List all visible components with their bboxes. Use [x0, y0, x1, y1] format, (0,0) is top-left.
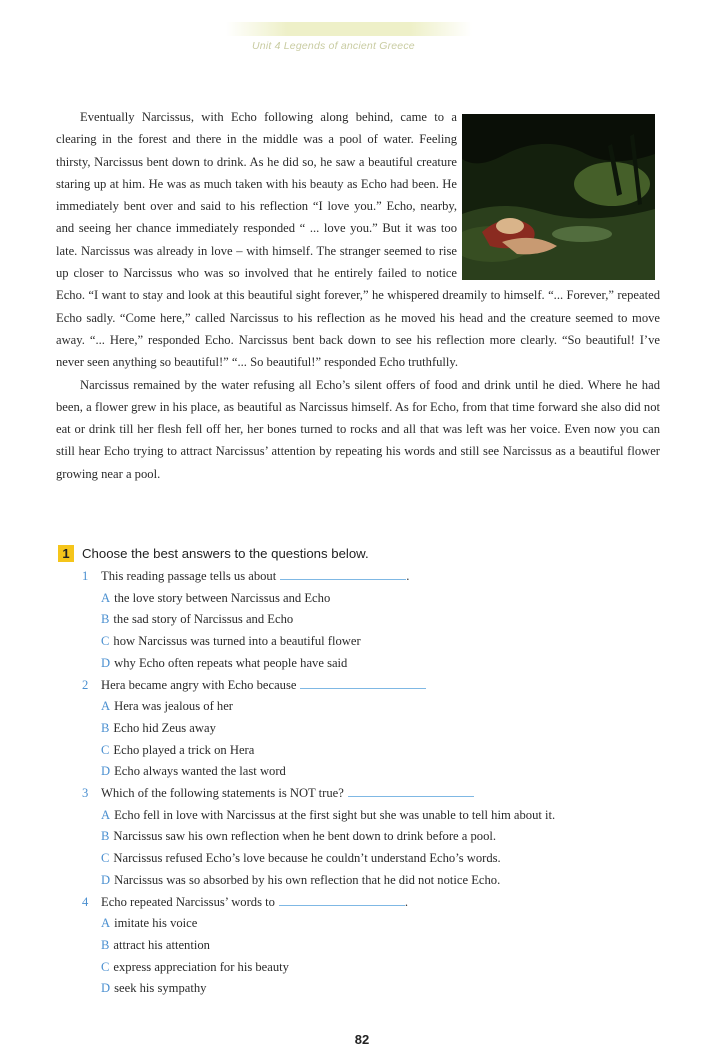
- question-number: 2: [82, 677, 89, 692]
- question-text: Which of the following statements is NOT true?: [101, 786, 344, 801]
- question-item: [58, 566, 658, 588]
- reading-passage: [56, 106, 660, 485]
- answer-option[interactable]: [58, 848, 658, 870]
- option-text: Echo hid Zeus away: [113, 720, 216, 735]
- passage-paragraph: Eventually Narcissus, with Echo following along behind, came to a clearing in the forest and there in the middle was a pool of water. Feeling thirsty, Narcissus bent down to drink. As he did so, he saw a beautiful creature staring up at him. He was as much taken with his beauty as Echo had been. He immediately bent over and said to his reflection “I love you.” Echo, nearby, and seeing her chance immediately responded “ ... love you.” But it was too late. Narcissus was already in love – with himself. The stranger seemed to rise up closer to Narcissus who was so involved that he entirely failed to notice Echo. “I want to stay and look at this beautiful sight forever,” he whispered dreamily to himself. “... Forever,” repeated Echo sadly. “Come here,” called Narcissus to his reflection as he moved his head and the creature seemed to move away. “... Here,” responded Echo. Narcissus bent back down to see his reflection more clearly. “So beautiful! I’ve never seen anything so beautiful!” “... So beautiful!” responded Echo truthfully.: [56, 110, 660, 370]
- header-band: [226, 22, 472, 36]
- option-letter: D: [101, 872, 111, 887]
- option-text: Echo always wanted the last word: [114, 764, 286, 779]
- question-number: 4: [82, 894, 89, 909]
- exercise-number-badge: 1: [58, 545, 74, 562]
- page-number: 82: [354, 1032, 370, 1047]
- question-text: Echo repeated Narcissus’ words to: [101, 894, 275, 909]
- option-letter: B: [101, 829, 110, 844]
- question-item: [58, 675, 658, 697]
- option-text: Echo fell in love with Narcissus at the first sight but she was unable to tell him about it.: [114, 807, 556, 822]
- option-text: Echo played a trick on Hera: [113, 742, 255, 757]
- answer-option[interactable]: [58, 653, 658, 675]
- answer-option[interactable]: [58, 870, 658, 892]
- option-letter: B: [101, 720, 110, 735]
- option-letter: C: [101, 959, 110, 974]
- question-item: [58, 892, 658, 914]
- option-letter: C: [101, 851, 110, 866]
- exercise-section: [58, 543, 658, 1000]
- exercise-instruction: Choose the best answers to the questions below.: [82, 545, 369, 561]
- running-head: Unit 4 Legends of ancient Greece: [252, 40, 415, 52]
- question-tail: .: [404, 894, 409, 909]
- option-letter: A: [101, 916, 111, 931]
- answer-option[interactable]: [58, 957, 658, 979]
- option-letter: D: [101, 655, 111, 670]
- answer-option[interactable]: [58, 826, 658, 848]
- option-letter: D: [101, 764, 111, 779]
- image-wrap-space: [457, 106, 660, 282]
- option-text: imitate his voice: [114, 916, 198, 931]
- answer-option[interactable]: [58, 631, 658, 653]
- option-letter: D: [101, 981, 111, 996]
- question-list: [58, 566, 658, 1000]
- option-text: Narcissus refused Echo’s love because he couldn’t understand Echo’s words.: [113, 851, 501, 866]
- option-letter: A: [101, 807, 111, 822]
- option-letter: C: [101, 742, 110, 757]
- option-letter: B: [101, 937, 110, 952]
- question-number: 3: [82, 786, 89, 801]
- answer-option[interactable]: [58, 935, 658, 957]
- option-text: Narcissus was so absorbed by his own reflection that he did not notice Echo.: [114, 872, 501, 887]
- answer-option[interactable]: [58, 740, 658, 762]
- question-tail: .: [406, 569, 410, 583]
- answer-blank[interactable]: [279, 896, 405, 906]
- answer-option[interactable]: [58, 696, 658, 718]
- option-text: Hera was jealous of her: [114, 699, 233, 714]
- option-text: attract his attention: [113, 937, 210, 952]
- answer-option[interactable]: [58, 761, 658, 783]
- option-text: express appreciation for his beauty: [113, 959, 289, 974]
- option-text: how Narcissus was turned into a beautiful flower: [113, 634, 361, 649]
- option-letter: B: [101, 612, 110, 627]
- question-number: 1: [82, 569, 89, 583]
- answer-option[interactable]: [58, 718, 658, 740]
- option-text: why Echo often repeats what people have said: [114, 655, 348, 670]
- option-letter: A: [101, 590, 111, 605]
- option-text: Narcissus saw his own reflection when he bent down to drink before a pool.: [113, 829, 497, 844]
- answer-option[interactable]: [58, 978, 658, 1000]
- question-text: Hera became angry with Echo because: [101, 677, 297, 692]
- answer-blank[interactable]: [348, 787, 474, 797]
- answer-blank[interactable]: [300, 679, 426, 689]
- question-item: [58, 783, 658, 805]
- option-letter: A: [101, 699, 111, 714]
- answer-option[interactable]: [58, 913, 658, 935]
- question-text: This reading passage tells us about: [101, 569, 277, 583]
- passage-paragraph: Narcissus remained by the water refusing all Echo’s silent offers of food and drink until he died. Where he had been, a flower grew in his place, as beautiful as Narcissus himself. As for Echo, from that time forward she also did not eat or drink till her flesh fell off her, her bones turned to rocks and all that was left was her voice. Even now you can still hear Echo trying to attract Narcissus’ attention by repeating his words and still see Narcissus as a beautiful flower growing near a pool.: [56, 377, 660, 481]
- answer-option[interactable]: [58, 609, 658, 631]
- option-text: the sad story of Narcissus and Echo: [113, 612, 294, 627]
- answer-option[interactable]: [58, 588, 658, 610]
- option-text: seek his sympathy: [114, 981, 207, 996]
- answer-option[interactable]: [58, 805, 658, 827]
- answer-blank[interactable]: [280, 570, 406, 580]
- exercise-header: [58, 543, 658, 563]
- option-letter: C: [101, 634, 110, 649]
- option-text: the love story between Narcissus and Echo: [114, 590, 331, 605]
